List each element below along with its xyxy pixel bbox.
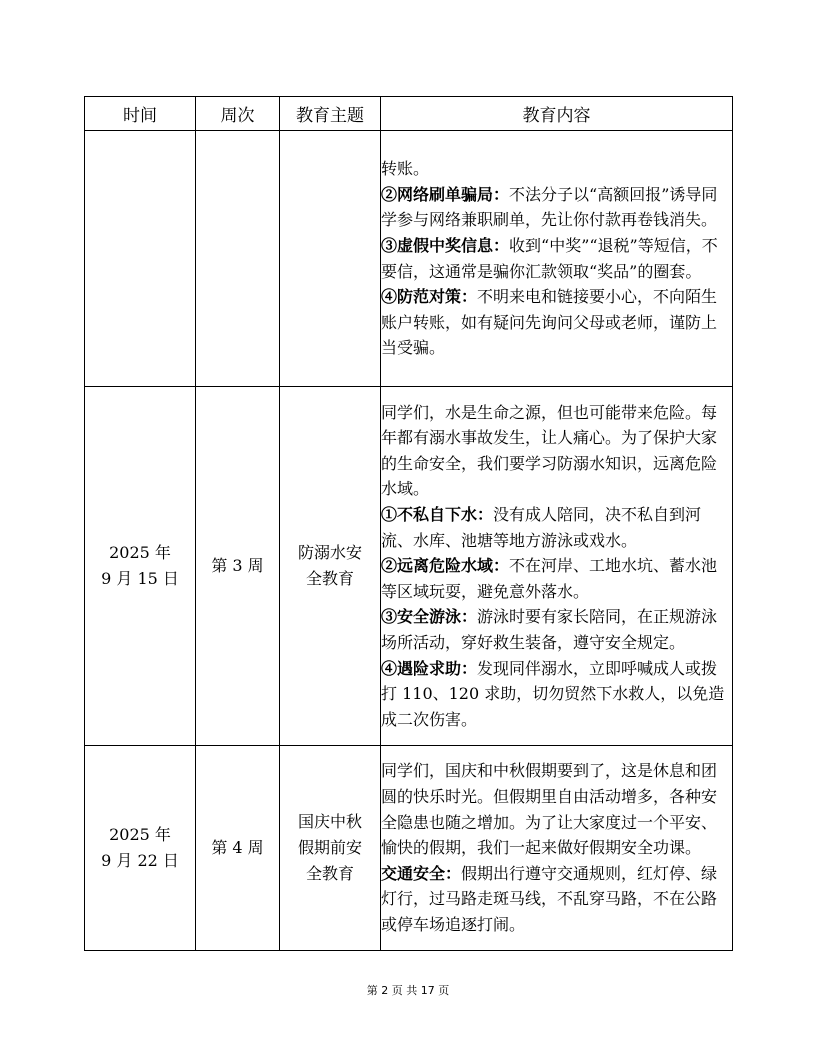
content-paragraph <box>381 861 732 938</box>
header-topic: 教育主题 <box>280 97 381 131</box>
content-paragraph <box>381 182 732 233</box>
content-paragraph <box>381 758 732 860</box>
content-cell <box>381 131 733 387</box>
week-cell: 第 4 周 <box>196 746 280 951</box>
topic-line: 防溺水安 <box>297 543 362 562</box>
topic-line: 全教育 <box>305 864 354 883</box>
content-paragraph <box>381 502 732 553</box>
paragraph-label: ②网络刷单骗局： <box>381 184 510 204</box>
paragraph-label: ②远离危险水域： <box>381 556 510 576</box>
date-cell <box>85 746 196 951</box>
date-line: 2025 年 <box>109 825 171 844</box>
education-schedule-table <box>84 96 733 951</box>
paragraph-label: ④防范对策： <box>381 287 478 307</box>
content-paragraph <box>381 233 732 284</box>
paragraph-text: 不在河岸、工地水坑、蓄水池等区域玩耍，避免意外落水。 <box>381 556 718 601</box>
table-row <box>85 387 733 746</box>
date-line: 9 月 22 日 <box>101 851 179 870</box>
topic-cell <box>280 387 381 746</box>
paragraph-label: ③安全游泳： <box>381 607 478 627</box>
paragraph-label: 交通安全： <box>381 863 462 883</box>
header-week: 周次 <box>196 97 280 131</box>
paragraph-text: 不法分子以“高额回报”诱导同学参与网络兼职刷单，先让你付款再卷钱消失。 <box>381 184 718 230</box>
date-cell <box>85 387 196 746</box>
date-line: 2025 年 <box>109 543 171 562</box>
week-cell <box>196 131 280 387</box>
paragraph-text: 转账。 <box>381 159 430 179</box>
header-content: 教育内容 <box>381 97 733 131</box>
content-paragraph <box>381 553 732 604</box>
content-paragraph <box>381 284 732 361</box>
paragraph-text: 游泳时要有家长陪同，在正规游泳场所活动，穿好救生装备，遵守安全规定。 <box>381 607 718 652</box>
paragraph-label: ③虚假中奖信息： <box>381 235 510 255</box>
paragraph-text: 同学们，国庆和中秋假期要到了，这是休息和团圆的快乐时光。但假期里自由活动增多，各种安全隐患也随之增加。为了让大家度过一个平安、愉快的假期，我们一起来做好假期安全功课。 <box>381 761 718 858</box>
paragraph-text: 不明来电和链接要小心，不向陌生账户转账，如有疑问先询问父母或老师，谨防上当受骗。 <box>381 287 718 358</box>
paragraph-text: 同学们，水是生命之源，但也可能带来危险。每年都有溺水事故发生，让人痛心。为了保护大家的生命安全，我们要学习防溺水知识，远离危险水域。 <box>381 402 718 499</box>
paragraph-text: 没有成人陪同，决不私自到河流、水库、池塘等地方游泳或戏水。 <box>381 505 702 550</box>
content-cell <box>381 387 733 746</box>
week-cell: 第 3 周 <box>196 387 280 746</box>
paragraph-label: ①不私自下水： <box>381 505 494 525</box>
paragraph-text: 假期出行遵守交通规则，红灯停、绿灯行，过马路走斑马线，不乱穿马路，不在公路或停车场追逐打闹。 <box>381 863 718 934</box>
content-cell <box>381 746 733 951</box>
topic-cell <box>280 746 381 951</box>
topic-line: 全教育 <box>305 569 354 588</box>
paragraph-text: 收到“中奖”“退税”等短信，不要信，这通常是骗你汇款领取“奖品”的圈套。 <box>381 235 718 281</box>
table-header-row <box>85 97 733 131</box>
content-paragraph <box>381 156 732 182</box>
date-cell <box>85 131 196 387</box>
table-row <box>85 131 733 387</box>
content-paragraph <box>381 656 732 733</box>
paragraph-label: ④遇险求助： <box>381 658 478 678</box>
page-footer: 第 2 页 共 17 页 <box>366 984 450 997</box>
paragraph-text: 发现同伴溺水，立即呼喊成人或拨打 110、120 求助，切勿贸然下水救人，以免造成二次伤害。 <box>381 658 725 729</box>
header-time: 时间 <box>85 97 196 131</box>
topic-line: 假期前安 <box>297 838 362 857</box>
topic-line: 国庆中秋 <box>297 812 362 831</box>
table-row <box>85 746 733 951</box>
date-line: 9 月 15 日 <box>101 569 179 588</box>
content-paragraph <box>381 400 732 502</box>
topic-cell <box>280 131 381 387</box>
content-paragraph <box>381 604 732 655</box>
